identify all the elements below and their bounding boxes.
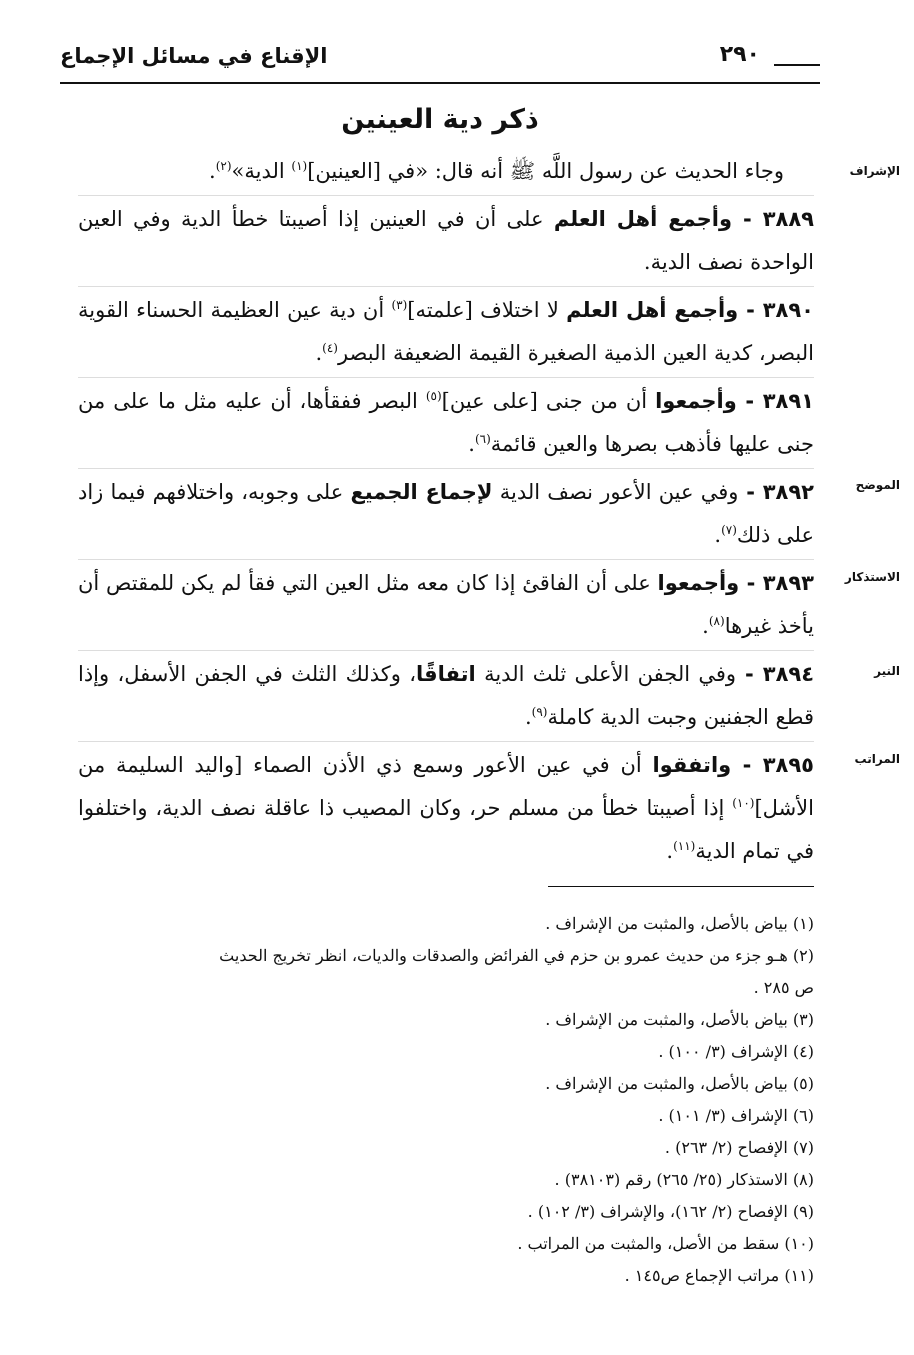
paragraph-divider bbox=[78, 559, 814, 560]
paragraph-text: على أن الفاقئ إذا كان معه مثل العين التي فقأ لم يكن للمقتص أن يأخذ غيرها bbox=[78, 571, 814, 638]
paragraph-3893 bbox=[78, 562, 814, 648]
footnote-5: (٥) بياض بالأصل، والمثبت من الإشراف . bbox=[545, 1074, 814, 1093]
paragraph-text: الدية» bbox=[231, 159, 292, 183]
main-text bbox=[78, 150, 814, 873]
paragraph-divider bbox=[78, 741, 814, 742]
paragraph-text: وفي الجفن الأعلى ثلث الدية bbox=[475, 662, 737, 686]
footnote-ref: (٥) bbox=[425, 389, 442, 403]
issue-number: ٣٨٨٩ - bbox=[732, 207, 814, 231]
consensus-lead: اتفاقًا bbox=[416, 662, 476, 686]
paragraph-divider bbox=[78, 286, 814, 287]
consensus-lead: واتفقوا bbox=[652, 753, 732, 777]
issue-number: ٣٨٩١ - bbox=[736, 389, 814, 413]
consensus-lead: لإجماع الجميع bbox=[350, 480, 493, 504]
issue-number: ٣٨٩٠ - bbox=[738, 298, 815, 322]
footnote-ref: (١٠) bbox=[732, 796, 755, 810]
footnote-2: (٢) هـو جزء من حديث عمرو بن حزم في الفرائض والصدقات والديات، انظر تخريج الحديث bbox=[219, 946, 814, 965]
footnote-ref: (٢) bbox=[215, 159, 232, 173]
margin-label-istidhkar: الاستذكار bbox=[844, 570, 900, 584]
paragraph-3890 bbox=[78, 289, 814, 375]
paragraph-text: لا اختلاف [علمته] bbox=[407, 298, 567, 322]
paragraph-text: ، وكذلك الثلث في الجفن الأسفل، وإذا قطع الجفنين وجبت الدية كاملة bbox=[78, 662, 814, 729]
footnote-ref: (٨) bbox=[708, 614, 725, 628]
footnote-3: (٣) بياض بالأصل، والمثبت من الإشراف . bbox=[545, 1010, 814, 1029]
footnote-separator bbox=[548, 886, 814, 887]
footnote-1: (١) بياض بالأصل، والمثبت من الإشراف . bbox=[545, 914, 814, 933]
paragraph-3892 bbox=[78, 471, 814, 557]
paragraph-text: . bbox=[702, 614, 709, 638]
paragraph-text: . bbox=[666, 839, 674, 863]
consensus-lead: وأجمع أهل العلم bbox=[566, 298, 739, 322]
paragraph-text: أن في عين الأعور وسمع ذي الأذن الصماء [واليد السليمة من الأشل] bbox=[78, 753, 814, 820]
paragraph-divider bbox=[78, 195, 814, 196]
footnote-7: (٧) الإفصاح (٢/ ٢٦٣) . bbox=[664, 1138, 814, 1157]
footnote-ref: (٦) bbox=[474, 432, 491, 446]
consensus-lead: وأجمعوا bbox=[657, 571, 740, 595]
paragraph-3894 bbox=[78, 653, 814, 739]
footnote-ref: (١١) bbox=[673, 839, 696, 853]
issue-number: ٣٨٩٥ - bbox=[731, 753, 814, 777]
issue-number: ٣٨٩٢ - bbox=[738, 480, 815, 504]
paragraph-text: . bbox=[468, 432, 475, 456]
footnote-9: (٩) الإفصاح (٢/ ١٦٢)، والإشراف (٣/ ١٠٢) . bbox=[527, 1202, 814, 1221]
paragraph-text: . bbox=[524, 705, 532, 729]
margin-label-mudih: الموضح bbox=[855, 478, 900, 492]
paragraph-text: وفي عين الأعور نصف الدية bbox=[492, 480, 739, 504]
issue-number: ٣٨٩٤ - bbox=[736, 662, 815, 686]
paragraph-text: أن دية عين العظيمة الحسناء القوية البصر، كدية العين الذمية الصغيرة القيمة الضعيفة البصر bbox=[78, 298, 814, 365]
paragraph-text: البصر ففقأها، أن عليه مثل ما على من جنى عليها فأذهب بصرها والعين قائمة bbox=[78, 389, 814, 456]
paragraph-divider bbox=[78, 468, 814, 469]
paragraph-divider bbox=[78, 650, 814, 651]
footnote-ref: (٣) bbox=[391, 298, 408, 312]
paragraph-text: على أن في العينين إذا أصيبتا خطأ الدية وفي العين الواحدة نصف الدية. bbox=[78, 207, 814, 274]
paragraph-text: . bbox=[714, 523, 722, 547]
running-header bbox=[60, 38, 820, 84]
consensus-lead: وأجمع أهل العلم bbox=[553, 207, 733, 231]
paragraph-text: على وجوبه، واختلافهم فيما زاد على ذلك bbox=[78, 480, 814, 547]
paragraph-text: إذا أصيبتا خطأ من مسلم حر، وكان المصيب ذا عاقلة نصف الدية، واختلفوا في تمام الدية bbox=[78, 796, 814, 863]
footnote-11: (١١) مراتب الإجماع ص١٤٥ . bbox=[624, 1266, 814, 1285]
header-rule-segment bbox=[774, 64, 820, 66]
intro-paragraph bbox=[78, 150, 814, 193]
paragraph-text: وجاء الحديث عن رسول اللَّه ﷺ أنه قال: «في [العينين] bbox=[307, 159, 784, 183]
footnote-ref: (٧) bbox=[721, 523, 737, 537]
footnotes bbox=[76, 908, 814, 1292]
paragraph-text: أن من جنى [على عين] bbox=[441, 389, 656, 413]
margin-label-maratib: المراتب bbox=[854, 752, 900, 766]
footnote-6: (٦) الإشراف (٣/ ١٠١) . bbox=[658, 1106, 814, 1125]
footnote-ref: (٩) bbox=[531, 705, 548, 719]
book-title: الإقناع في مسائل الإجماع bbox=[60, 44, 335, 68]
margin-label-ishraf: الإشراف bbox=[849, 164, 900, 178]
paragraph-3889 bbox=[78, 198, 814, 284]
issue-number: ٣٨٩٣ - bbox=[739, 571, 814, 595]
consensus-lead: وأجمعوا bbox=[655, 389, 737, 413]
section-title: ذكر دية العينين bbox=[341, 104, 539, 135]
footnote-4: (٤) الإشراف (٣/ ١٠٠) . bbox=[658, 1042, 814, 1061]
paragraph-text: . bbox=[315, 341, 323, 365]
paragraph-3895 bbox=[78, 744, 814, 873]
margin-label-nayyir: النير bbox=[874, 664, 900, 678]
footnote-ref: (١) bbox=[291, 159, 308, 173]
paragraph-3891 bbox=[78, 380, 814, 466]
paragraph-divider bbox=[78, 377, 814, 378]
footnote-ref: (٤) bbox=[322, 341, 338, 355]
footnote-8: (٨) الاستذكار (٢٥/ ٢٦٥) رقم (٣٨١٠٣) . bbox=[554, 1170, 814, 1189]
page-number: ٢٩٠ bbox=[710, 42, 770, 67]
footnote-10: (١٠) سقط من الأصل، والمثبت من المراتب . bbox=[517, 1234, 814, 1253]
footnote-2-continued: ص ٢٨٥ . bbox=[753, 978, 814, 997]
paragraph-text: . bbox=[209, 159, 216, 183]
